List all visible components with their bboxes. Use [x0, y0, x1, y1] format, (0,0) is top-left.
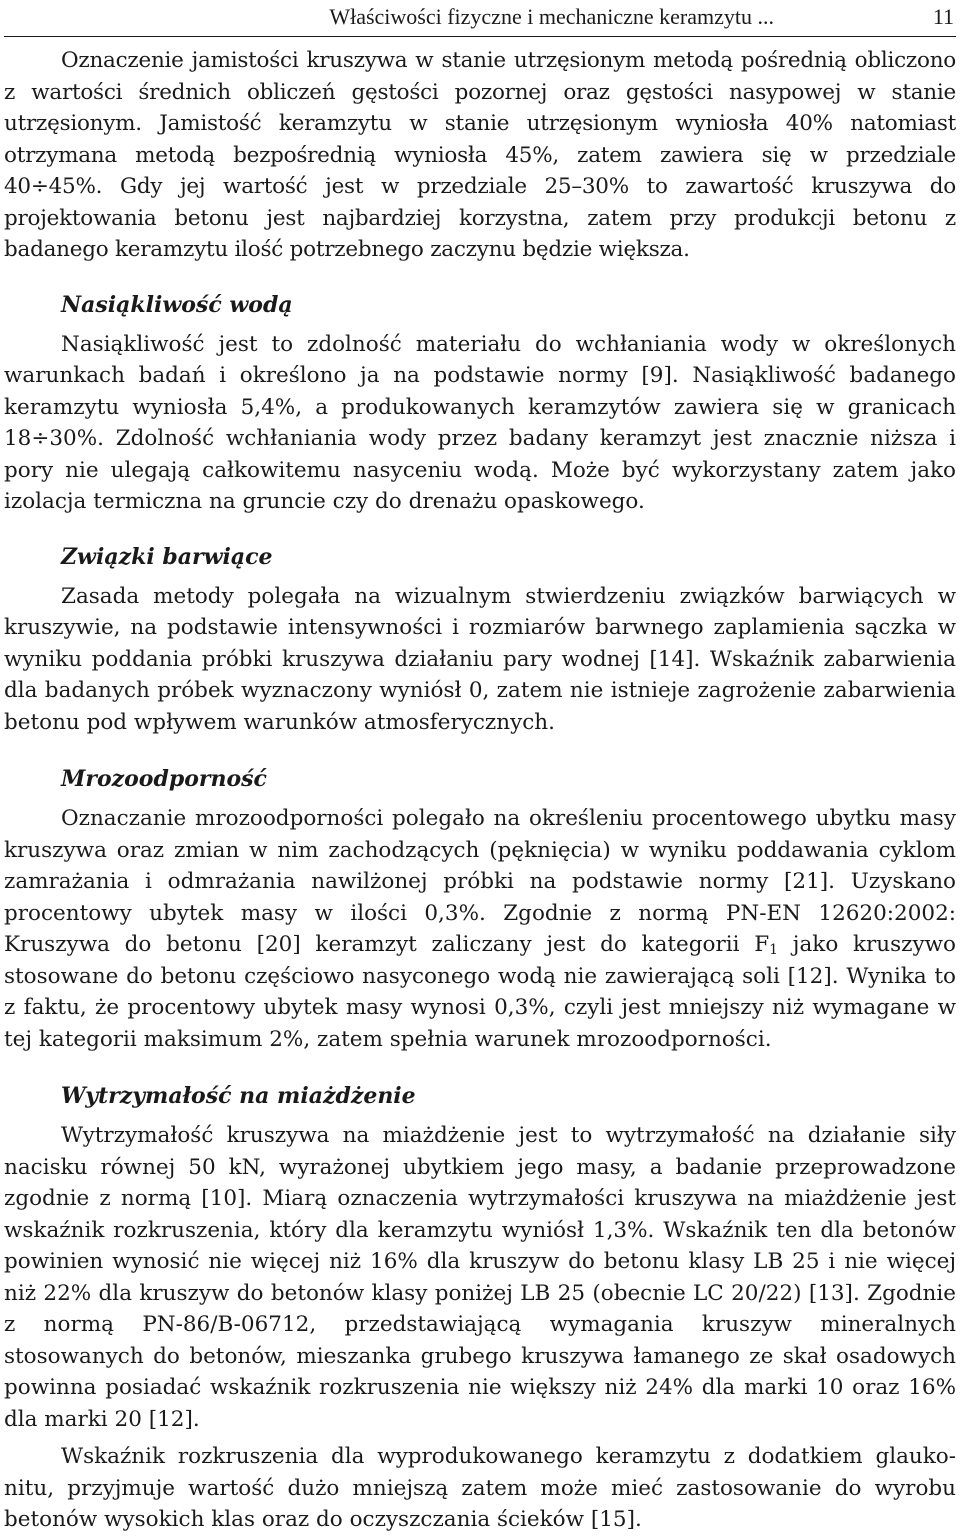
section-wytrzymalosc	[4, 1081, 956, 1536]
section-zwiazki-barwiace	[4, 542, 956, 739]
running-header	[4, 0, 956, 37]
paragraph-wytrzymalosc-1: Wytrzymałość kruszywa na miażdżenie jest to wytrzymałość na działanie siły nacisku równej 50 kN, wyrażonej ubytkiem jego masy, a badanie przeprowadzone zgodnie z normą [10]. Miarą oznaczenia wytrzymałości kruszywa na miażdżenie jest wskaźnik rozkruszenia, który dla keramzytu wyniósł 1,3%. Wskaźnik ten dla betonów powinien wynosić nie więcej niż 16% dla kruszyw do betonu klasy LB 25 i nie więcej niż 22% dla kruszyw do betonów klasy poniżej LB 25 (obecnie LC 20/22) [13]. Zgodnie z normą PN-86/B-06712, przedstawiającą wymagania kruszyw mineralnych stosowanych do betonów, mieszanka grubego kruszywa łamanego ze skał osadowych powinna posiadać wskaźnik rozkruszenia nie większy niż 24% dla marki 10 oraz 16% dla marki 20 [12].	[4, 1123, 956, 1432]
section-mrozoodpornosc	[4, 764, 956, 1055]
section-heading-mrozoodpornosc: Mrozoodporność	[61, 766, 267, 792]
paragraph-zwiazki-barwiace: Zasada metody polegała na wizualnym stwierdzeniu związków barwiących w kruszywie, na podstawie intensywności i rozmiarów barwnego zaplamienia sączka w wyniku poddania próbki kruszywa działaniu pary wodnej [14]. Wskaźnik zabarwienia dla badanych próbek wyznaczony wyniósł 0, zatem nie istnieje zagrożenie zabarwienia betonu pod wpływem warunków atmosferycznych.	[4, 583, 956, 735]
page-number: 11	[932, 4, 954, 29]
section-heading-nasiakliwosc: Nasiąkliwość wodą	[61, 291, 293, 318]
category-subscript: 1	[769, 942, 779, 958]
page-content	[4, 37, 956, 1536]
paragraph-mrozoodpornosc	[4, 803, 956, 1055]
intro-paragraph: Oznaczenie jamistości kruszywa w stanie utrzęsionym metodą pośrednią obliczono z wartości średnich obliczeń gęstości pozornej oraz gęstości nasypowej w stanie utrzęsionym. Jamistość keramzytu w stanie utrzęsionym wyniosła 40% natomiast otrzymana metodą bezpośrednią wyniosła 45%, zatem zawiera się w przedziale 40÷45%. Gdy jej wartość jest w przedziale 25–30% to zawartość kruszywa do projektowania betonu jest najbardziej korzystna, zatem przy produkcji betonu z badanego keramzytu ilość potrzebnego zaczynu będzie większa.	[4, 48, 956, 262]
paragraph-nasiakliwosc: Nasiąkliwość jest to zdolność materiału do wchłaniania wody w określonych warunkach badań i określono ja na podstawie normy [9]. Nasiąkliwość badanego keramzytu wyniosła 5,4%, a produkowanych keramzytów zawiera się w granicach 18÷30%. Zdolność wchłaniania wody przez badany keramzyt jest znacznie niższa i pory nie ulegają całkowitemu nasyceniu wodą. Może być wykorzystany zatem jako izolacja termiczna na gruncie czy do drenażu opaskowego.	[4, 331, 956, 514]
paragraph-mrozoodpornosc-part-b: jako kruszywo stosowane do betonu częściowo nasyconego wodą nie zawierającą soli [12]. Wynika to z faktu, że procentowy ubytek masy wynosi 0,3%, czyli jest mniejszy niż wymagane w tej kategorii maksimum 2%, zatem spełnia warunek mrozoodporności.	[4, 932, 956, 1052]
document-page	[4, 0, 956, 1536]
running-title: Właściwości fizyczne i mechaniczne keramzytu ...	[329, 4, 774, 29]
section-heading-wytrzymalosc: Wytrzymałość na miażdżenie	[61, 1083, 416, 1109]
paragraph-wytrzymalosc-2: Wskaźnik rozkruszenia dla wyprodukowanego keramzytu z dodatkiem glaukonitu, przyjmuje wartość dużo mniejszą zatem może mieć zastosowanie do wyrobu betonów wysokich klas oraz do oczyszczania ścieków [15].	[4, 1444, 956, 1532]
section-nasiakliwosc	[4, 290, 956, 518]
section-heading-zwiazki-barwiace: Związki barwiące	[61, 543, 273, 570]
paragraph-mrozoodpornosc-part-a: Oznaczanie mrozoodporności polegało na określeniu procentowego ubytku masy kruszywa oraz zmian w nim zachodzących (pęknięcia) w wyniku poddawania cyklom zamrażania i odmrażania nawilżonej próbki na podstawie normy [21]. Uzyskano procentowy ubytek masy w ilości 0,3%. Zgodnie z normą PN-EN 12620:2002: Kruszywa do betonu [20] keramzyt zaliczany jest do kategorii F	[4, 806, 956, 957]
